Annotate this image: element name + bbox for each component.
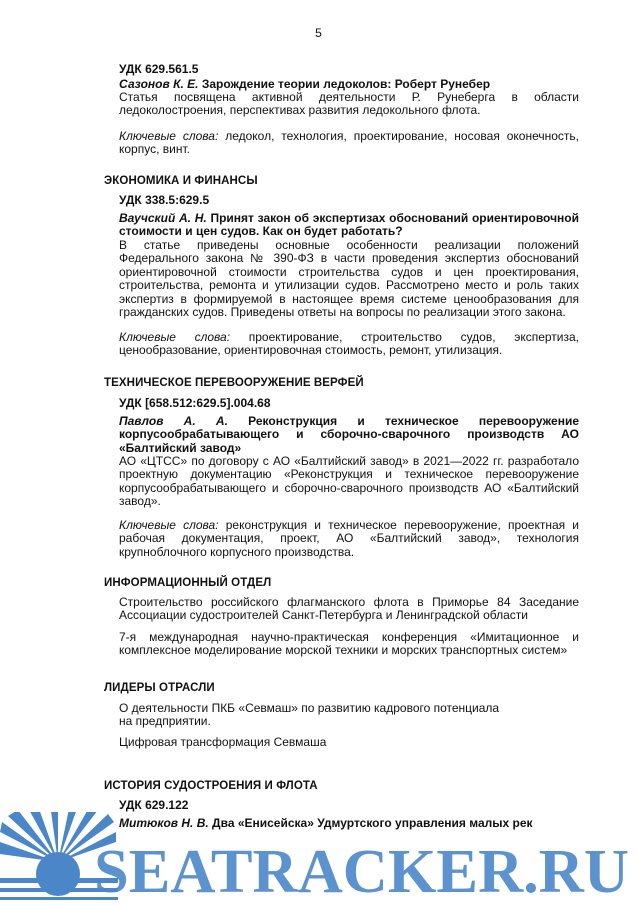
article-1-udk: УДК 629.561.5 (119, 62, 199, 76)
article-3-title: Реконструкция и техническое перевооружение корпусообрабатывающего и сборочно-сварочного производств АО «Балтийский завод» (119, 414, 579, 455)
watermark-text: SEATRACKER.RU (94, 838, 629, 906)
article-1-title: Зарождение теории ледоколов: Роберт Рунебер (201, 77, 491, 91)
leaders-item-2: Цифровая трансформация Севмаша (119, 735, 327, 749)
section-title-economics: ЭКОНОМИКА И ФИНАНСЫ (104, 175, 258, 187)
watermark (0, 812, 637, 906)
info-item-1: Строительство российского флагманского флота в Приморье 84 Заседание Ассоциации судостроителей Санкт-Петербурга и Ленинградской области (119, 595, 579, 623)
history-author: Митюков Н. В. (119, 816, 209, 830)
article-1-keywords-label: Ключевые слова: (119, 129, 219, 143)
section-title-leaders: ЛИДЕРЫ ОТРАСЛИ (104, 682, 215, 694)
watermark-graphic (0, 812, 637, 906)
article-2-keywords (119, 331, 579, 358)
article-2-keywords-label: Ключевые слова: (119, 330, 231, 344)
article-3-keywords-text: реконструкция и техническое перевооружение, проектная и рабочая документация, проект, АО «Балтийский завод», технология крупноблочного корпусного производства. (119, 518, 579, 559)
history-title: Два «Енисейска» Удмуртского управления малых рек (212, 816, 533, 830)
article-3-heading (119, 415, 579, 455)
article-3-abstract: АО «ЦТСС» по договору с АО «Балтийский завод» в 2021—2022 гг. разработало проектную документацию «Реконструкция и техническое перевооружение корпусообрабатывающего и сборочно-сварочного производств АО «Балтийский завод». (119, 454, 579, 509)
article-2-title: Принят закон об экспертизах обоснований ориентировочной стоимости и цен судов. Как он будет работать? (119, 211, 579, 239)
article-2-keywords-text: проектирование, строительство судов, экспертиза, ценообразование, ориентировочная стоимость, ремонт, утилизация. (119, 330, 580, 358)
article-3-keywords (119, 519, 579, 559)
article-1-author: Сазонов К. Е. (119, 77, 199, 91)
leaders-item-1-line-2: на предприятии. (119, 714, 211, 728)
article-1-abstract: Статья посвящена активной деятельности Р. Рунеберга в области ледоколостроения, перспективах развития ледокольного флота. (119, 90, 579, 118)
article-1-keywords (119, 130, 579, 157)
article-3-udk: УДК [658.512:629.5].004.68 (119, 396, 271, 410)
info-item-2: 7-я международная научно-практическая конференция «Имитационное и комплексное моделирование морской техники и морских транспортных систем» (119, 630, 579, 658)
history-udk: УДК 629.122 (119, 798, 189, 812)
article-1-keywords-text: ледокол, технология, проектирование, носовая оконечность, корпус, винт. (119, 129, 579, 157)
page-number: 5 (315, 26, 322, 40)
article-2-heading (119, 212, 579, 239)
section-title-history: ИСТОРИЯ СУДОСТРОЕНИЯ И ФЛОТА (104, 780, 318, 792)
article-3-keywords-label: Ключевые слова: (119, 518, 219, 532)
article-2-udk: УДК 338.5:629.5 (119, 193, 210, 207)
section-title-info: ИНФОРМАЦИОННЫЙ ОТДЕЛ (104, 577, 272, 589)
article-3-author: Павлов А. А. (119, 414, 228, 428)
article-2-abstract: В статье приведены основные особенности реализации положений Федерального закона № 390-ФЗ в части проведения экспертиз обоснований ориентировочной стоимости строительства судов и цен проектирования, строительства, ремонта и утилизации судов. Рассмотрено место и роль таких экспертиз в формируемой в настоящее время системе ценообразования для гражданских судов. Приведены ответы на вопросы по реализации этого закона. (119, 238, 579, 320)
article-2-author: Ваучский А. Н. (119, 211, 207, 225)
section-title-shipyards: ТЕХНИЧЕСКОЕ ПЕРЕВООРУЖЕНИЕ ВЕРФЕЙ (104, 377, 364, 389)
leaders-item-1-line-1: О деятельности ПКБ «Севмаш» по развитию кадрового потенциала (119, 701, 500, 715)
